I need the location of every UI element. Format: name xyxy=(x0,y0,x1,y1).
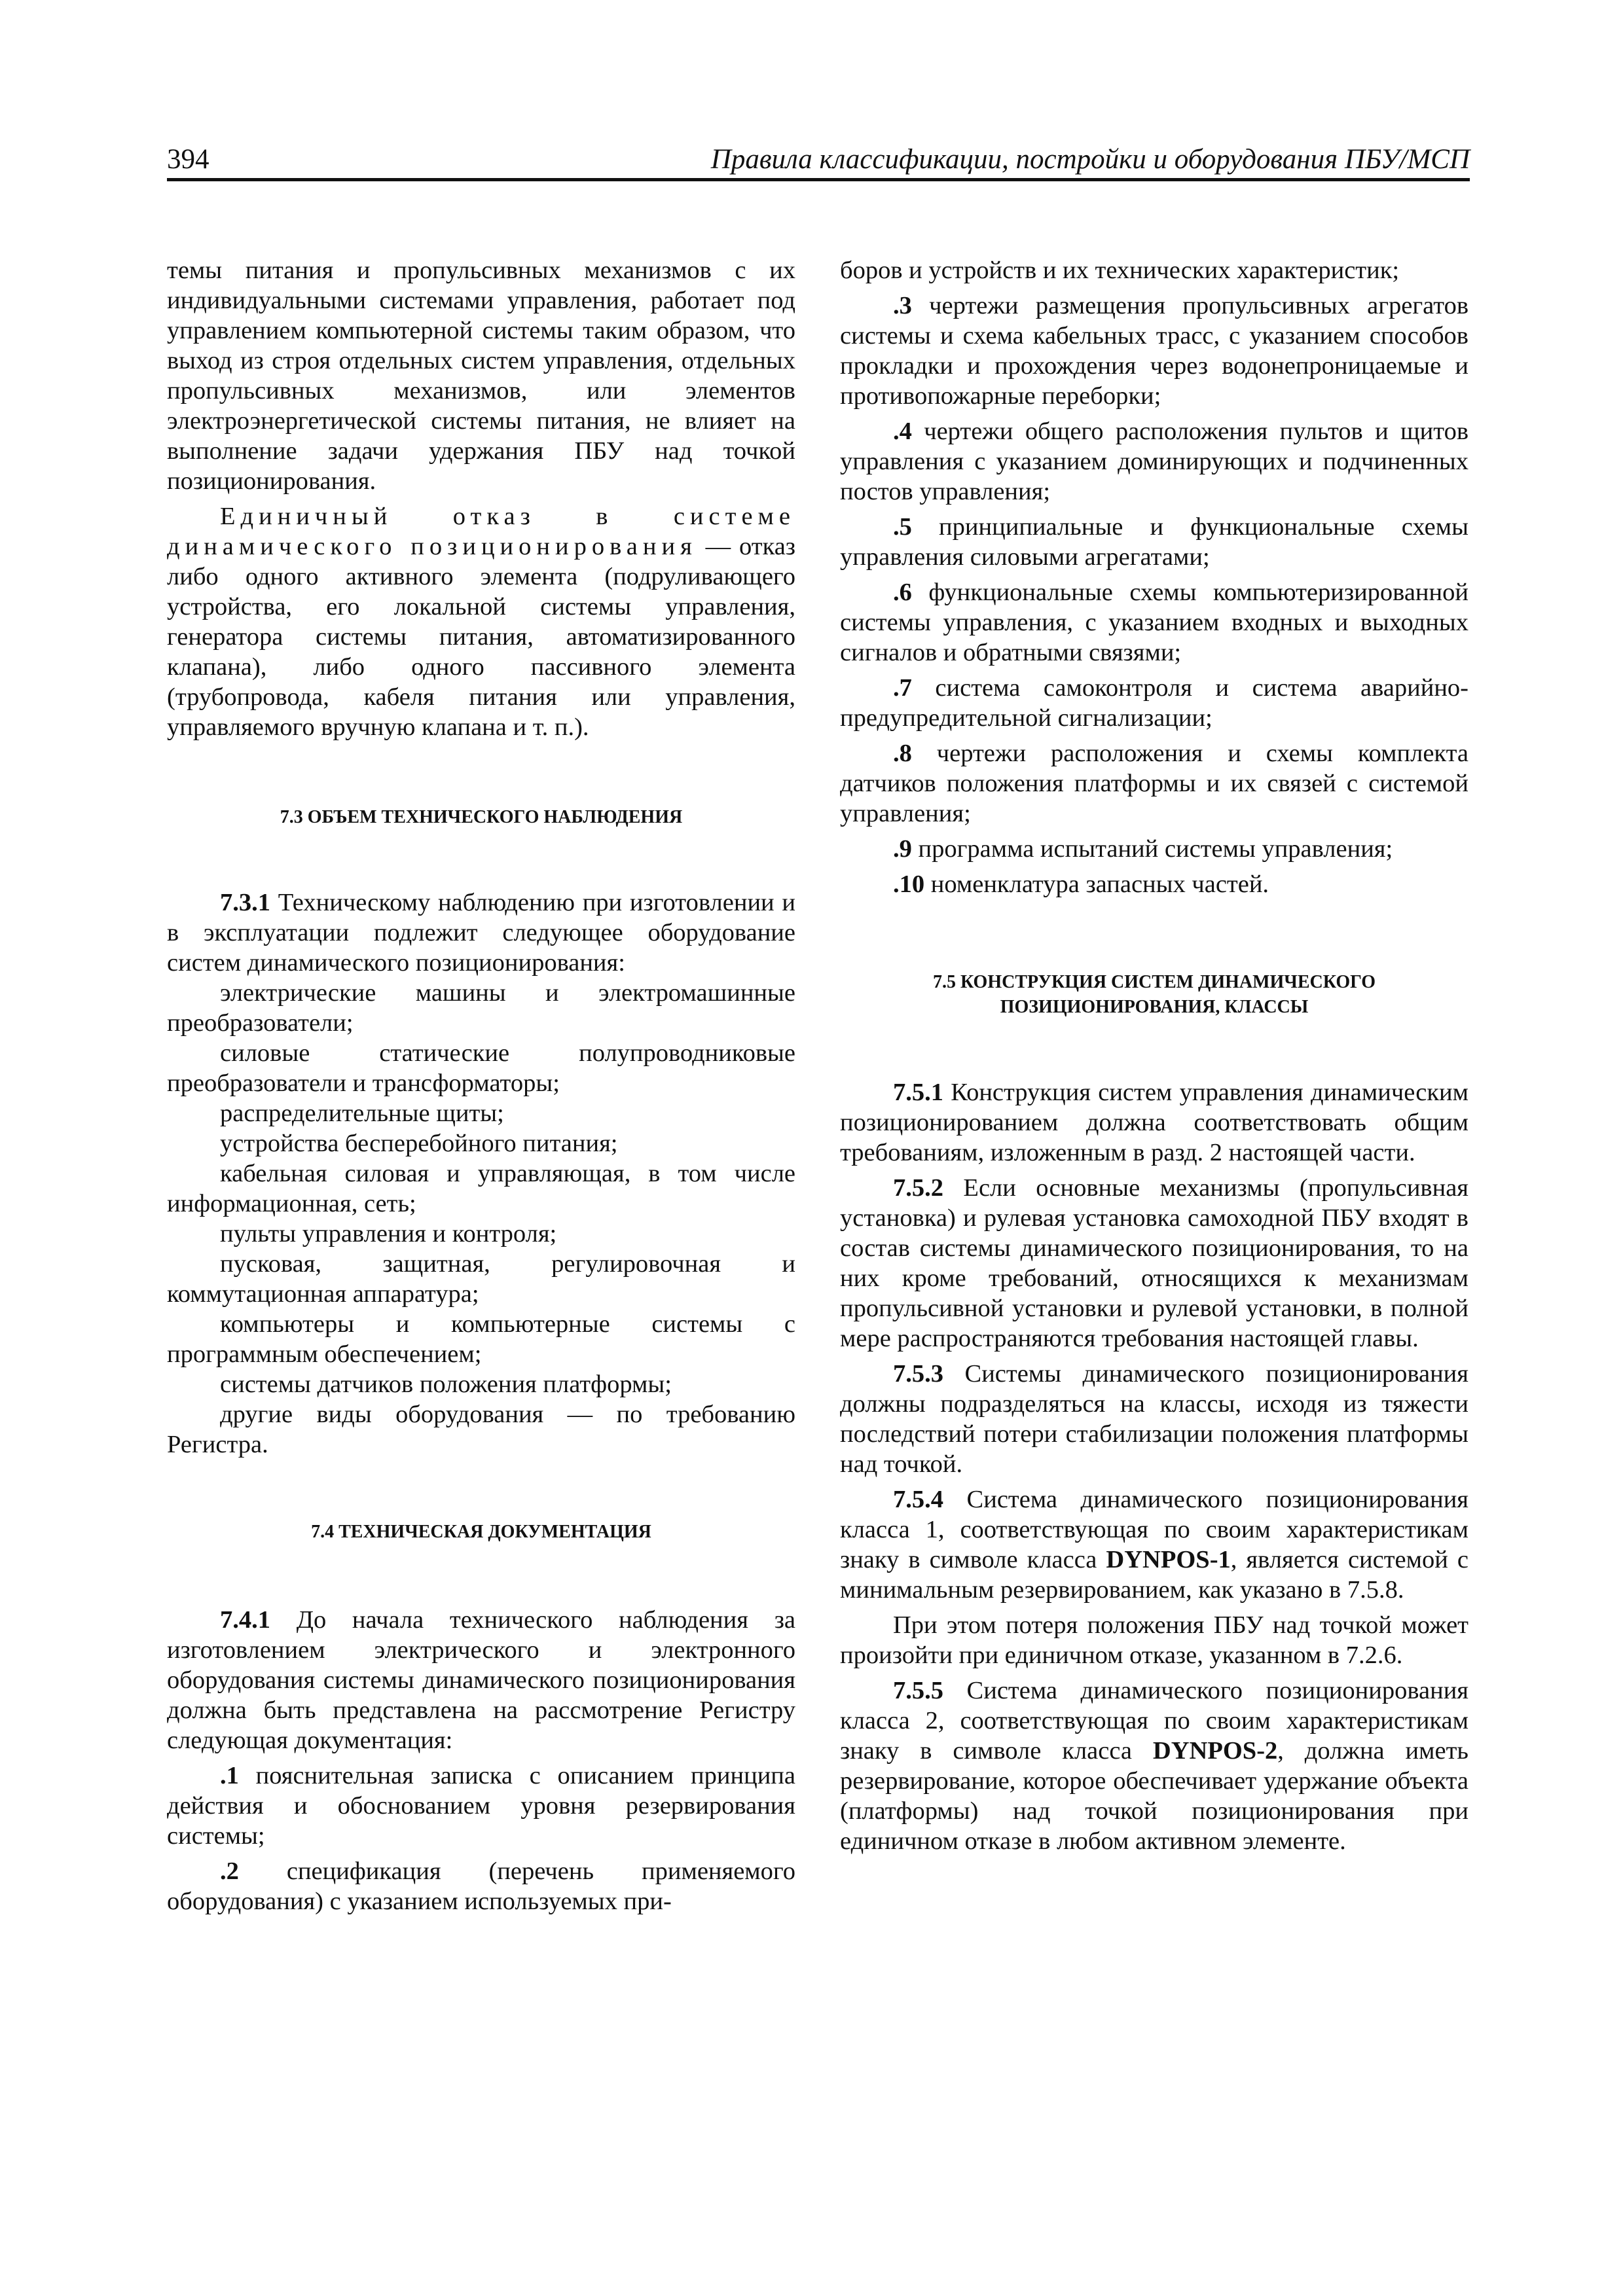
clause-number: 7.3.1 xyxy=(220,889,270,916)
paragraph-continuation: темы питания и пропульсивных механизмов с их индивидуальными системами управления, работает под управлением компьютерной системы таким образом, что выход из строя отдельных систем управления, отдельных пропульсивных механизмов, или элементов электроэнергетической системы питания, не влияет на выполнение задачи удержания ПБУ над точкой позиционирования. xyxy=(167,257,795,495)
equipment-list-item: электрические машины и электромашинные преобразователи; xyxy=(167,979,795,1037)
item-text: номенклатура запасных частей. xyxy=(924,870,1269,898)
equipment-list-item: компьютеры и компьютерные системы с программным обеспечением; xyxy=(167,1310,795,1368)
paragraph-7-5-3 xyxy=(840,1359,1468,1479)
clause-number: 7.4.1 xyxy=(220,1606,270,1634)
page-number: 394 xyxy=(167,144,210,175)
doc-item-7 xyxy=(840,673,1468,733)
item-text: программа испытаний системы управления; xyxy=(911,835,1393,863)
running-header xyxy=(167,143,1470,177)
section-heading-7-3: 7.3 ОБЪЕМ ТЕХНИЧЕСКОГО НАБЛЮДЕНИЯ xyxy=(280,807,683,827)
item-number: .4 xyxy=(893,418,912,445)
item-text: система самоконтроля и система аварийно-предупредительной сигнализации; xyxy=(840,674,1468,732)
running-title: Правила классификации, постройки и оборудования ПБУ/МСП xyxy=(710,144,1470,175)
item-number: .7 xyxy=(893,674,912,702)
clause-number: 7.5.1 xyxy=(893,1079,943,1106)
equipment-list-item: силовые статические полупроводниковые преобразователи и трансформаторы; xyxy=(167,1039,795,1097)
item-number: .9 xyxy=(893,835,912,863)
item-text: чертежи расположения и схемы комплекта датчиков положения платформы и их связей с системой управления; xyxy=(840,740,1468,827)
class-symbol: DYNPOS-2 xyxy=(1152,1737,1278,1765)
defined-term: Единичный отказ в системе динамического позиционирования xyxy=(167,503,795,560)
item-number: .6 xyxy=(893,579,912,606)
heading-line-1: 7.5 КОНСТРУКЦИЯ СИСТЕМ ДИНАМИЧЕСКОГО xyxy=(932,972,1376,992)
clause-text: Система динамического позиционирования класса 1, соответствующая по своим характеристикам знаку в символе класса xyxy=(840,1486,1468,1573)
item-number: .10 xyxy=(893,870,925,898)
item-text: пояснительная записка с описанием принципа действия и обоснованием уровня резервирования системы; xyxy=(167,1762,795,1850)
section-heading-7-4: 7.4 ТЕХНИЧЕСКАЯ ДОКУМЕНТАЦИЯ xyxy=(311,1522,651,1542)
doc-item-3 xyxy=(840,291,1468,411)
equipment-list-item: пусковая, защитная, регулировочная и коммутационная аппаратура; xyxy=(167,1250,795,1308)
item-text: функциональные схемы компьютеризированной системы управления, с указанием входных и выходных сигналов и обратными связями; xyxy=(840,579,1468,666)
item-text: чертежи общего расположения пультов и щитов управления с указанием доминирующих и подчиненных постов управления; xyxy=(840,418,1468,505)
clause-number: 7.5.3 xyxy=(893,1360,943,1388)
equipment-list-item: распределительные щиты; xyxy=(220,1100,504,1127)
item-number: .8 xyxy=(893,740,912,767)
definition-text: — отказ либо одного активного элемента (подруливающего устройства, его локальной системы управления, генератора системы питания, автоматизированного клапана), либо одного пассивного элемента (трубопровода, кабеля питания или управления, управляемого вручную клапана и т. п.). xyxy=(167,533,795,741)
doc-item-8 xyxy=(840,738,1468,829)
section-heading-7-5 xyxy=(840,970,1468,1020)
heading-line-2: ПОЗИЦИОНИРОВАНИЯ, КЛАССЫ xyxy=(1000,997,1309,1017)
item-text: спецификация (перечень применяемого оборудования) с указанием используемых при- xyxy=(167,1857,795,1915)
doc-item-10 xyxy=(840,869,1468,899)
doc-item-9 xyxy=(840,834,1468,864)
clause-text: До начала технического наблюдения за изготовлением электрического и электронного оборудования системы динамического позиционирования должна быть представлена на рассмотрение Регистру следующая документация: xyxy=(167,1606,795,1754)
paragraph-7-5-4 xyxy=(840,1484,1468,1605)
clause-text: , должна иметь резервирование, которое обеспечивает удержание объекта (платформы) над точкой позиционирования при единичном отказе в любом активном элементе. xyxy=(840,1737,1468,1855)
clause-text: Если основные механизмы (пропульсивная установка) и рулевая установка самоходной ПБУ входят в состав системы динамического позиционирования, то на них кроме требований, относящихся к механизмам пропульсивной установки и рулевой установки, в полной мере распространяются требования настоящей главы. xyxy=(840,1174,1468,1352)
clause-text: Система динамического позиционирования класса 2, соответствующая по своим характеристикам знаку в символе класса xyxy=(840,1677,1468,1765)
clause-number: 7.5.2 xyxy=(893,1174,943,1202)
equipment-list-item: другие виды оборудования — по требованию Регистра. xyxy=(167,1401,795,1458)
doc-item-5 xyxy=(840,512,1468,572)
doc-item-1 xyxy=(167,1761,795,1851)
clause-number: 7.5.5 xyxy=(893,1677,943,1704)
equipment-list-item: кабельная силовая и управляющая, в том числе информационная, сеть; xyxy=(167,1160,795,1217)
item-text: принципиальные и функциональные схемы управления силовыми агрегатами; xyxy=(840,513,1468,571)
paragraph-7-5-1 xyxy=(840,1077,1468,1168)
paragraph-7-5-2 xyxy=(840,1173,1468,1354)
paragraph-7-3-1 xyxy=(167,888,795,978)
class-symbol: DYNPOS-1 xyxy=(1106,1546,1231,1573)
doc-item-4 xyxy=(840,416,1468,507)
doc-item-6 xyxy=(840,577,1468,668)
item-text: чертежи размещения пропульсивных агрегатов системы и схема кабельных трасс, с указанием способов прокладки и прохождения через водонепроницаемые и противопожарные переборки; xyxy=(840,292,1468,410)
item-number: .5 xyxy=(893,513,912,541)
item-number: .1 xyxy=(220,1762,239,1789)
header-rule xyxy=(167,178,1470,181)
item-number: .2 xyxy=(220,1857,239,1885)
equipment-list-item: устройства бесперебойного питания; xyxy=(220,1130,618,1157)
equipment-list-item: системы датчиков положения платформы; xyxy=(220,1371,672,1398)
paragraph-7-5-4-note: При этом потеря положения ПБУ над точкой может произойти при единичном отказе, указанном в 7.2.6. xyxy=(840,1611,1468,1669)
clause-text: , является системой с минимальным резервированием, как указано в 7.5.8. xyxy=(840,1546,1468,1604)
equipment-list-item: пульты управления и контроля; xyxy=(220,1220,557,1247)
clause-number: 7.5.4 xyxy=(893,1486,943,1513)
left-column xyxy=(167,255,795,1922)
doc-item-2 xyxy=(167,1856,795,1916)
paragraph-continuation: боров и устройств и их технических характеристик; xyxy=(840,257,1400,284)
clause-text: Конструкция систем управления динамическим позиционированием должна соответствовать общим требованиям, изложенным в разд. 2 настоящей части. xyxy=(840,1079,1468,1166)
definition-single-failure xyxy=(167,501,795,742)
right-column xyxy=(840,255,1468,1861)
clause-text: Системы динамического позиционирования должны подразделяться на классы, исходя из тяжести последствий потери стабилизации положения платформы над точкой. xyxy=(840,1360,1468,1478)
clause-text: Техническому наблюдению при изготовлении и в эксплуатации подлежит следующее оборудование систем динамического позиционирования: xyxy=(167,889,795,977)
paragraph-7-5-5 xyxy=(840,1676,1468,1856)
paragraph-7-4-1 xyxy=(167,1605,795,1755)
item-number: .3 xyxy=(893,292,912,319)
